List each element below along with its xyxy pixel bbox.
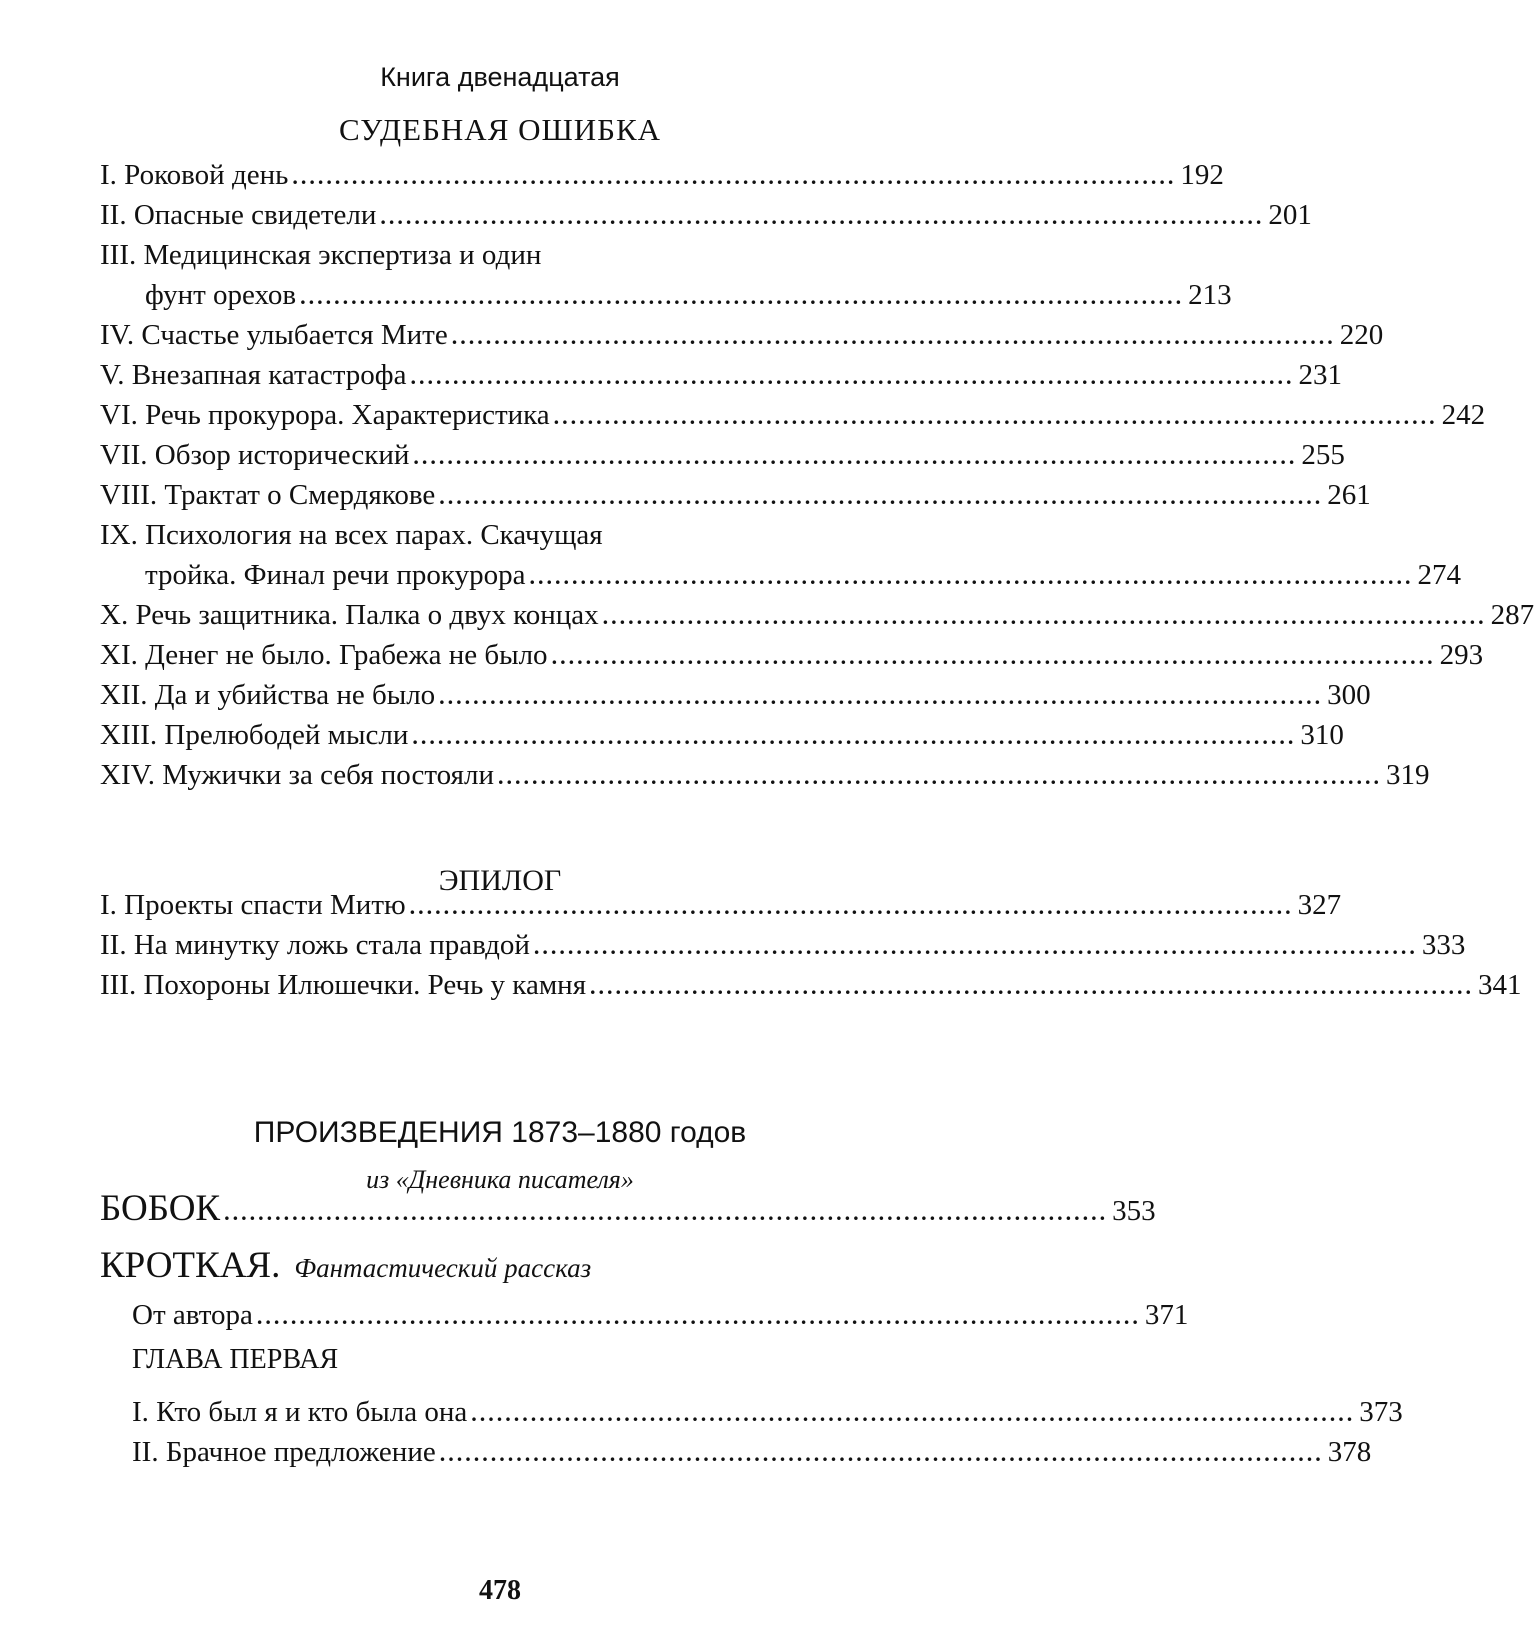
toc-entry [100,595,1534,635]
toc-entry [100,315,1384,355]
entry-page: 310 [1300,719,1344,751]
entry-title: XIV. Мужички за себя постояли [100,759,494,791]
entry-title: II. Опасные свидетели [100,199,377,231]
chapter-heading: ГЛАВА ПЕРВАЯ [132,1344,339,1375]
dot-leader: ........................................................................................................ [551,644,1436,669]
entry-page: 220 [1339,319,1384,351]
entry-page: 213 [1188,279,1232,311]
entry-page: 201 [1268,199,1312,231]
epilog-title: ЭПИЛОГ [438,864,562,897]
dot-leader: ........................................................................................................ [439,484,1324,509]
entry-title: IV. Счастье улыбается Мите [100,319,448,351]
toc-entry [100,755,1430,795]
entry-page: 231 [1298,359,1342,391]
dot-leader: ........................................................................................................ [412,724,1297,749]
works-title: ПРОИЗВЕДЕНИЯ 1873–1880 годов [253,1116,747,1149]
dot-leader: ........................................................................................................ [439,1441,1324,1466]
toc-entry-bobok [100,1183,1156,1235]
entry-title: XI. Денег не было. Грабежа не было [100,639,548,671]
dot-leader: ........................................................................................................ [256,1304,1141,1329]
toc-entry [100,635,1484,675]
dot-leader: ........................................................................................................ [553,404,1438,429]
dot-leader: ........................................................................................................ [471,1401,1356,1426]
entry-page: 192 [1180,159,1224,191]
toc-entry-krotkaya [100,1240,895,1292]
entry-title: V. Внезапная катастрофа [100,359,407,391]
toc-entry [100,195,1312,235]
dot-leader: ........................................................................................................ [410,364,1295,389]
entry-title: VII. Обзор исторический [100,439,410,471]
toc-entry [100,475,1371,515]
entry-page: 371 [1144,1299,1189,1331]
toc-entry [100,925,1466,965]
entry-title: XIII. Прелюбодей мысли [100,719,409,751]
toc-entry [100,395,1486,435]
entry-title: XII. Да и убийства не было [100,679,436,711]
book-label: Книга двенадцатая [380,62,620,92]
entry-page: 274 [1417,559,1461,591]
toc-entry [132,1432,1372,1472]
dot-leader: ........................................................................................................ [224,1200,1109,1225]
book-title: СУДЕБНАЯ ОШИБКА [338,112,662,147]
entry-title: I. Проекты спасти Митю [100,889,406,921]
entry-title: КРОТКАЯ. [100,1245,281,1286]
entry-title: I. Роковой день [100,159,289,191]
entry-page: 242 [1441,399,1486,431]
entry-page: 333 [1421,929,1466,961]
dot-leader: ........................................................................................................ [590,974,1475,999]
entry-title: тройка. Финал речи прокурора [145,559,526,591]
toc-entry [100,275,1232,315]
dot-leader: ........................................................................................................ [409,894,1294,919]
dot-leader: ........................................................................................................ [451,324,1336,349]
entry-title: VIII. Трактат о Смердякове [100,479,436,511]
entry-title: X. Речь защитника. Палка о двух концах [100,599,599,631]
toc-entry [100,555,1461,595]
entry-title: VI. Речь прокурора. Характеристика [100,399,550,431]
entry-page: 319 [1385,759,1430,791]
toc-entry [132,1295,1189,1335]
toc-entry [100,885,1342,925]
toc-entry [100,715,1344,755]
entry-title: III. Похороны Илюшечки. Речь у камня [100,969,587,1001]
toc-entry [100,965,1522,1005]
dot-leader: ........................................................................................................ [413,444,1298,469]
entry-title: I. Кто был я и кто была она [132,1396,468,1428]
entry-title-line: III. Медицинская экспертиза и один [100,239,542,271]
entry-title: От автора [132,1299,253,1331]
entry-page: 327 [1297,889,1342,921]
entry-title: фунт орехов [145,279,297,311]
dot-leader: ........................................................................................................ [497,764,1382,789]
entry-title-line: IX. Психология на всех парах. Скачущая [100,519,603,551]
toc-entry [100,675,1371,715]
entry-title: БОБОК [100,1188,221,1229]
dot-leader: ........................................................................................................ [533,934,1418,959]
entry-page: 255 [1301,439,1345,471]
entry-page: 261 [1327,479,1371,511]
dot-leader: ........................................................................................................ [292,164,1177,189]
entry-title: II. На минутку ложь стала правдой [100,929,530,961]
entry-page: 341 [1478,969,1522,1001]
dot-leader: ........................................................................................................ [602,604,1487,629]
dot-leader: ........................................................................................................ [529,564,1414,589]
toc-entry [132,1392,1403,1432]
dot-leader: ........................................................................................................ [439,684,1324,709]
toc-entry [100,155,1224,195]
entry-page: 287 [1490,599,1534,631]
dot-leader: ........................................................................................................ [380,204,1265,229]
entry-page: 353 [1112,1195,1156,1227]
entry-page: 300 [1327,679,1371,711]
entry-subtitle: Фантастический рассказ [294,1253,592,1283]
entry-title: II. Брачное предложение [132,1436,436,1468]
entry-page: 373 [1359,1396,1403,1428]
works-subtitle: из «Дневника писателя» [366,1165,634,1194]
toc-entry [100,355,1342,395]
dot-leader: ........................................................................................................ [300,284,1185,309]
entry-page: 378 [1327,1436,1372,1468]
entry-page: 293 [1439,639,1484,671]
page-number: 478 [479,1575,521,1606]
toc-entry [100,435,1345,475]
